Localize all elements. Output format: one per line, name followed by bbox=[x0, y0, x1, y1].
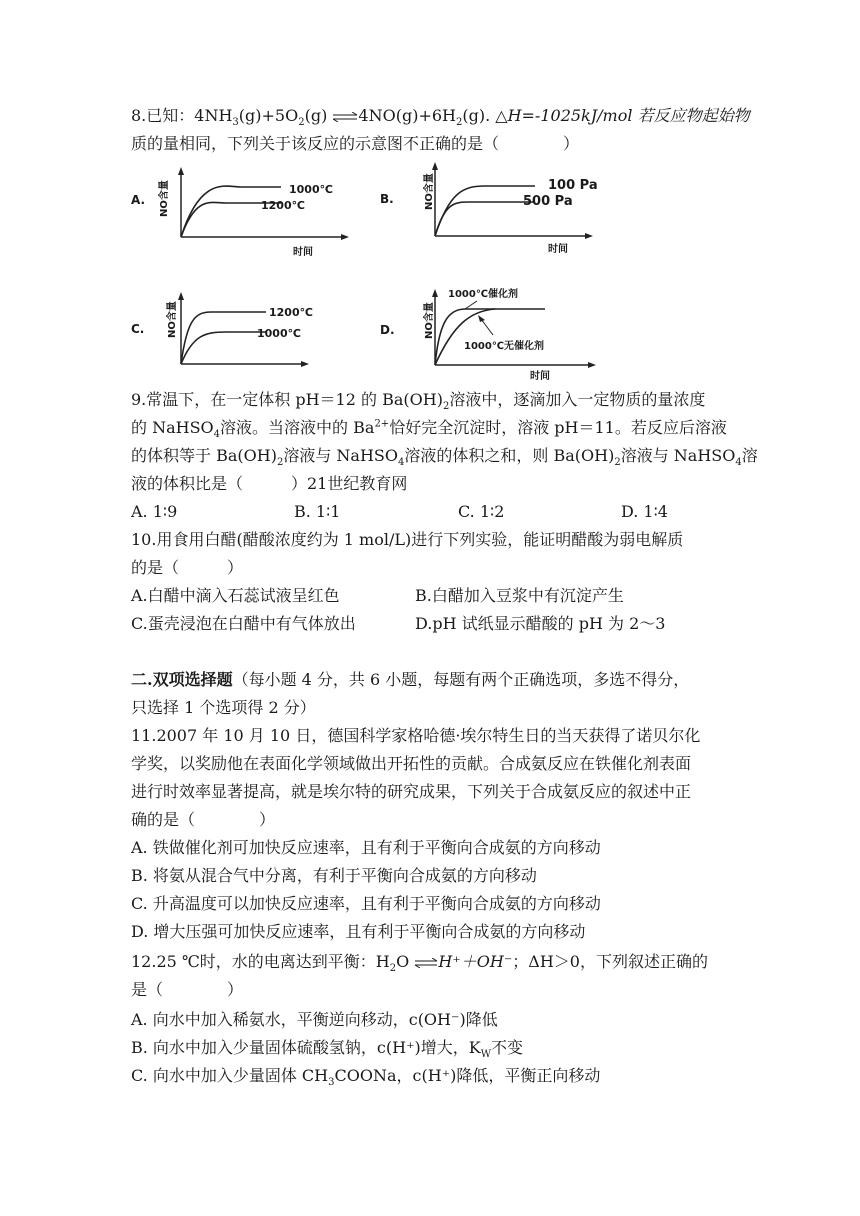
q8-line-2: 质的量相同，下列关于该反应的示意图不正确的是（ ） bbox=[131, 134, 580, 153]
q8-line-1: 8.已知：$4NH_3(g)+5O_2(g)$ $4NO(g)+6H_2(g)$. △H=-1025kJ/mol 若反应物起始物 bbox=[131, 102, 750, 131]
graph-a-curve-label-1: 1000℃ bbox=[289, 183, 333, 196]
graph-a-curve-label-2: 1200℃ bbox=[261, 199, 305, 212]
reversible-arrow-icon bbox=[414, 949, 438, 977]
section-2-note-line-2: 只选择 1 个选项得 2 分） bbox=[131, 698, 316, 717]
q11-option-c: C. 升高温度可以加快反应速率，且有利于平衡向合成氨的方向移动 bbox=[131, 894, 601, 913]
graph-d-letter: D. bbox=[380, 323, 395, 337]
graph-d-curve-label-1: 1000℃催化剂 bbox=[448, 289, 518, 300]
q12-line-1: 12.25 ℃时，水的电离达到平衡：$H_2O$ H⁺＋OH⁻；ΔH＞0，下列叙述正确的 bbox=[131, 948, 708, 977]
q10-option-a: A.白醋中滴入石蕊试液呈红色 bbox=[131, 586, 340, 605]
q11-line-4: 确的是（ ） bbox=[131, 810, 276, 829]
graph-d-curve-label-2: 1000℃无催化剂 bbox=[464, 341, 544, 352]
graph-d-xlabel: 时间 bbox=[530, 371, 550, 382]
graph-b-curve-label-2: 500 Pa bbox=[523, 194, 573, 209]
q9-line-4: 液的体积比是（ ）21世纪教育网 bbox=[131, 474, 408, 493]
graph-c-curve-label-2: 1000℃ bbox=[257, 327, 301, 340]
graph-b-plot bbox=[425, 160, 600, 245]
q9-line-3: 的体积等于 $Ba(OH)_2$溶液与 NaHSO$_4$溶液的体积之和，则 $Ba(OH)_2$溶液与 NaHSO$_4$溶 bbox=[131, 446, 758, 469]
graph-b-curve-label-1: 100 Pa bbox=[548, 178, 598, 193]
q9-line-1: 9.常温下，在一定体积 pH＝12 的 $Ba(OH)_2$溶液中，逐滴加入一定物质的量浓度 bbox=[131, 390, 706, 413]
q10-option-b: B.白醋加入豆浆中有沉淀产生 bbox=[415, 586, 624, 605]
q9-option-b: B. 1∶1 bbox=[294, 502, 341, 521]
graph-b bbox=[380, 160, 600, 255]
q11-line-1: 11.2007 年 10 月 10 日，德国科学家格哈德·埃尔特生日的当天获得了诺贝尔化 bbox=[131, 726, 701, 745]
reversible-arrow-icon bbox=[332, 103, 358, 131]
graph-b-xlabel: 时间 bbox=[548, 244, 568, 255]
graph-c-curve-label-1: 1200℃ bbox=[269, 306, 313, 319]
q11-line-3: 进行时效率显著提高，就是埃尔特的研究成果，下列关于合成氨反应的叙述中正 bbox=[131, 782, 692, 801]
q11-line-2: 学奖，以奖励他在表面化学领域做出开拓性的贡献。合成氨反应在铁催化剂表面 bbox=[131, 754, 692, 773]
q10-line-2: 的是（ ） bbox=[131, 558, 244, 577]
section-2-heading: 二.双项选择题 bbox=[131, 670, 233, 689]
q10-option-c: C.蛋壳浸泡在白醋中有气体放出 bbox=[131, 614, 356, 633]
graph-d bbox=[380, 285, 600, 385]
q12-option-a: A. 向水中加入稀氨水，平衡逆向移动，c(OH⁻)降低 bbox=[131, 1010, 498, 1029]
graph-a-xlabel: 时间 bbox=[293, 247, 313, 258]
graph-c-letter: C. bbox=[131, 322, 145, 336]
graph-b-ylabel: NO含量 bbox=[424, 173, 435, 210]
graph-b-letter: B. bbox=[380, 192, 394, 206]
q9-option-a: A. 1∶9 bbox=[131, 502, 178, 521]
q9-option-d: D. 1∶4 bbox=[621, 502, 668, 521]
q11-option-d: D. 增大压强可加快反应速率，且有利于平衡向合成氨的方向移动 bbox=[131, 922, 586, 941]
q12-option-b: B. 向水中加入少量固体硫酸氢钠，c(H⁺)增大，$K_W$不变 bbox=[131, 1038, 524, 1061]
graph-c-ylabel: NO含量 bbox=[167, 301, 178, 338]
graph-a bbox=[131, 165, 361, 258]
graph-c bbox=[131, 290, 361, 380]
q10-line-1: 10.用食用白醋(醋酸浓度约为 1 mol/L)进行下列实验，能证明醋酸为弱电解质 bbox=[131, 530, 684, 549]
q12-option-c: C. 向水中加入少量固体 $CH_3COONa$，c(H⁺)降低，平衡正向移动 bbox=[131, 1066, 601, 1089]
q9-option-c: C. 1∶2 bbox=[458, 502, 505, 521]
q11-option-a: A. 铁做催化剂可加快反应速率，且有利于平衡向合成氨的方向移动 bbox=[131, 838, 601, 857]
graph-a-ylabel: NO含量 bbox=[159, 180, 170, 217]
q10-option-d: D.pH 试纸显示醋酸的 pH 为 2～3 bbox=[415, 614, 666, 633]
q12-line-2: 是（ ） bbox=[131, 980, 244, 999]
q11-option-b: B. 将氨从混合气中分离，有利于平衡向合成氨的方向移动 bbox=[131, 866, 537, 885]
section-2-heading-line: 二.双项选择题（每小题 4 分，共 6 小题，每题有两个正确选项，多选不得分， bbox=[131, 670, 690, 689]
graph-d-ylabel: NO含量 bbox=[424, 302, 435, 339]
q9-line-2: 的 NaHSO$_4$溶液。当溶液中的 $Ba^{2+}$恰好完全沉淀时，溶液 pH＝11。若反应后溶液 bbox=[131, 418, 727, 441]
graph-a-letter: A. bbox=[131, 193, 146, 207]
